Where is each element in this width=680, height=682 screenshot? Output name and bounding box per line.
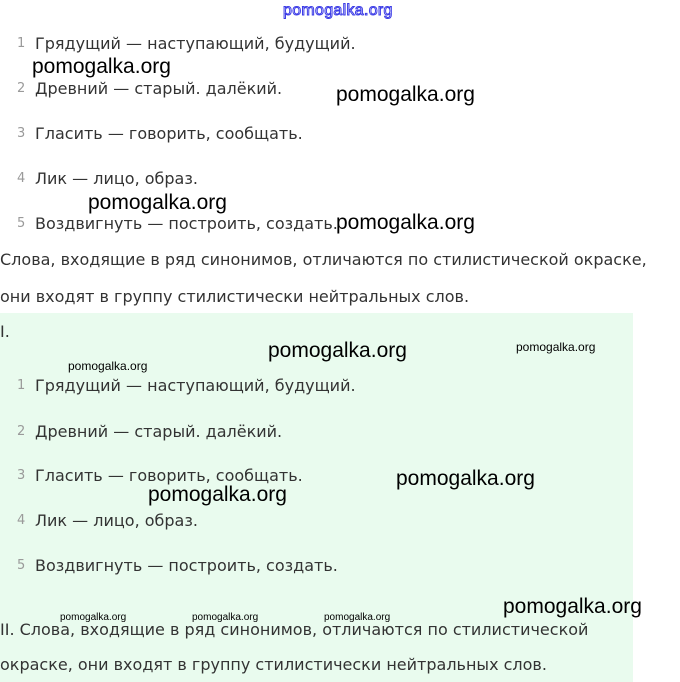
list-number: 4	[17, 513, 26, 528]
list-number: 5	[17, 558, 26, 573]
list-number: 3	[17, 468, 26, 483]
list-number: 2	[17, 424, 26, 439]
watermark: pomogalka.org	[60, 612, 127, 623]
paragraph-line: окраске, они входят в группу стилистически нейтральных слов.	[0, 655, 547, 674]
list-item: Гласить — говорить, сообщать.	[35, 466, 303, 485]
list-number: 1	[17, 36, 26, 51]
paragraph-line: Слова, входящие в ряд синонимов, отличаются по стилистической окраске,	[0, 250, 647, 269]
watermark: pomogalka.org	[68, 359, 148, 373]
list-item: Гласить — говорить, сообщать.	[35, 124, 303, 143]
list-number: 2	[17, 81, 26, 96]
watermark: pomogalka.org	[324, 612, 391, 623]
list-item: Грядущий — наступающий, будущий.	[35, 376, 356, 395]
list-item: Древний — старый. далёкий.	[35, 422, 283, 441]
list-number: 1	[17, 378, 26, 393]
list-number: 5	[17, 216, 26, 231]
list-item: Древний — старый. далёкий.	[35, 79, 283, 98]
list-item: Грядущий — наступающий, будущий.	[35, 34, 356, 53]
list-item: Лик — лицо, образ.	[35, 511, 198, 530]
list-item: Воздвигнуть — построить, создать.	[35, 214, 338, 233]
section-label: I.	[0, 322, 10, 341]
watermark: pomogalka.org	[516, 340, 596, 354]
top-watermark: pomogalka.org	[283, 2, 393, 19]
watermark: pomogalka.org	[503, 595, 642, 618]
watermark: pomogalka.org	[88, 191, 227, 214]
watermark: pomogalka.org	[192, 612, 259, 623]
watermark: pomogalka.org	[336, 83, 475, 106]
list-item: Лик — лицо, образ.	[35, 169, 198, 188]
watermark: pomogalka.org	[148, 483, 287, 506]
watermark: pomogalka.org	[396, 467, 535, 490]
watermark: pomogalka.org	[336, 211, 475, 234]
paragraph-line: они входят в группу стилистически нейтральных слов.	[0, 287, 470, 306]
list-number: 4	[17, 171, 26, 186]
list-number: 3	[17, 126, 26, 141]
list-item: Воздвигнуть — построить, создать.	[35, 556, 338, 575]
paragraph-line: II. Слова, входящие в ряд синонимов, отличаются по стилистической	[0, 620, 589, 639]
watermark: pomogalka.org	[32, 55, 171, 78]
watermark: pomogalka.org	[268, 339, 407, 362]
